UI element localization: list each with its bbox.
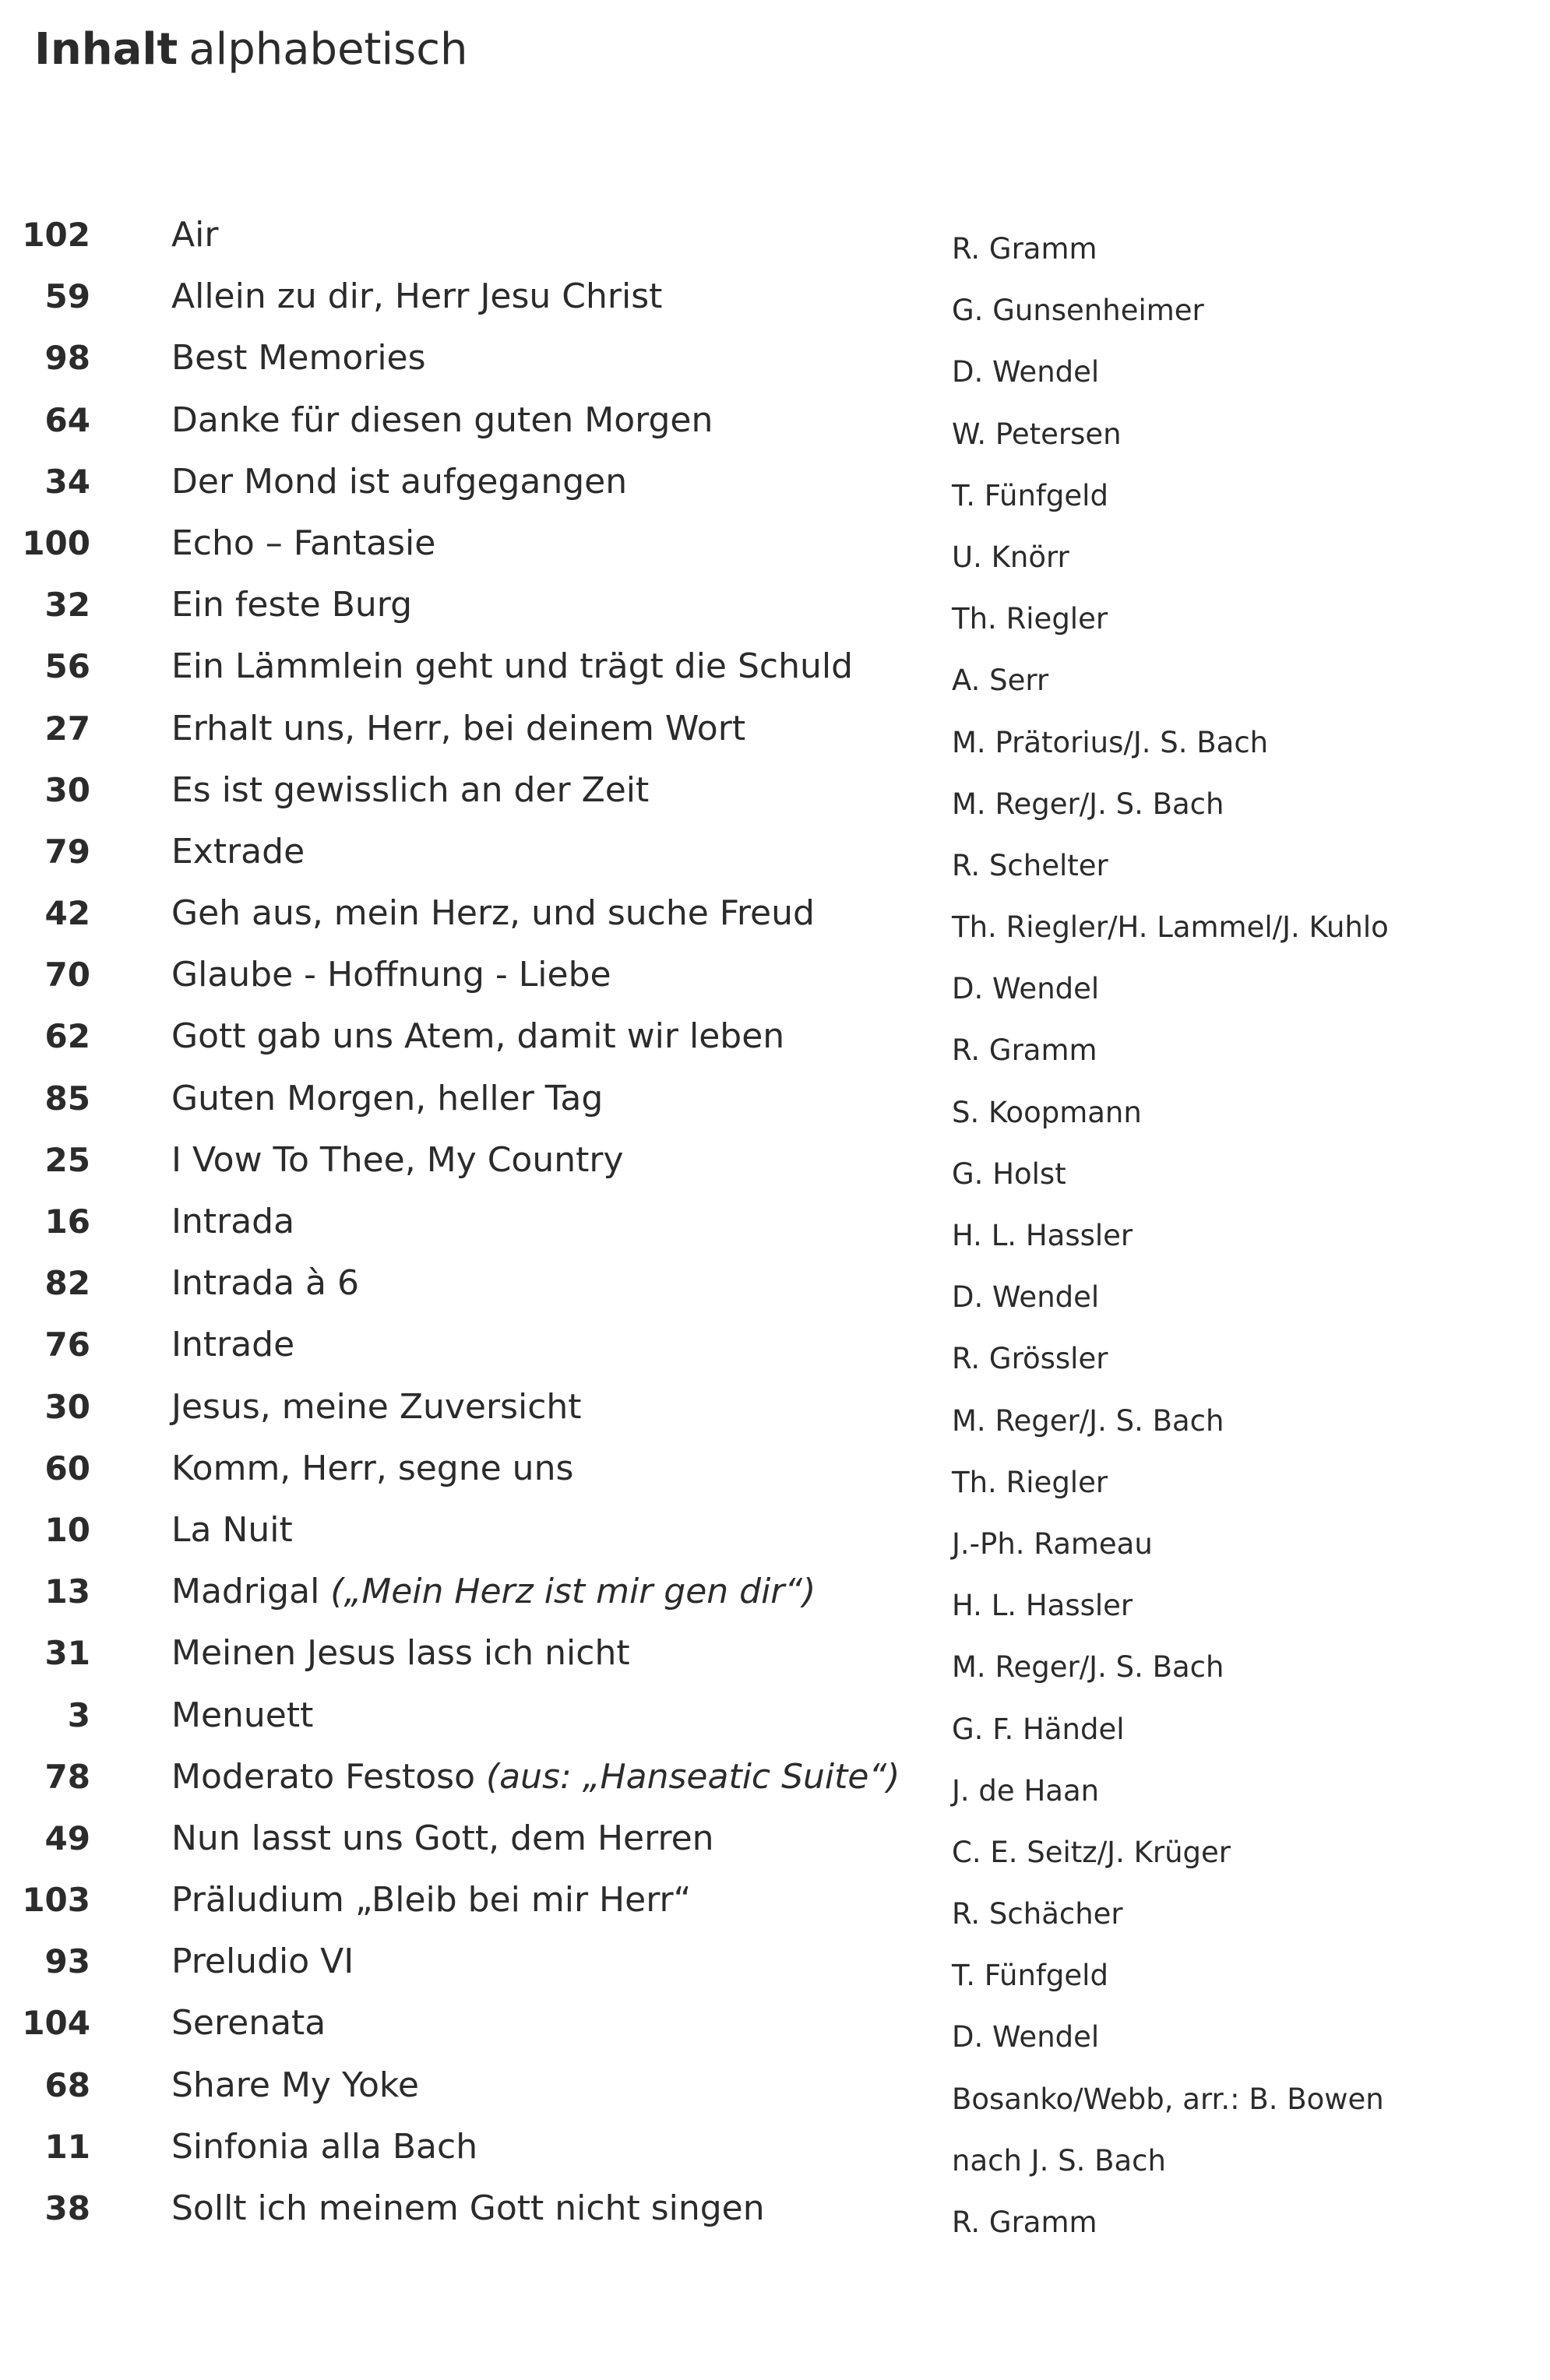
entry-title-text: Präludium „Bleib bei mir Herr“: [171, 1880, 692, 1921]
entry-page-number: 31: [44, 1634, 90, 1673]
entry-composer: Th. Riegler: [952, 602, 1108, 636]
toc-entry: [0, 580, 1550, 642]
entry-composer: R. Schächer: [952, 1897, 1123, 1931]
entry-page-number: 100: [22, 523, 90, 562]
toc-entry: [0, 1444, 1550, 1505]
entry-title: [171, 1139, 624, 1182]
entry-page-number: 60: [44, 1449, 90, 1488]
entry-title-text: Echo – Fantasie: [171, 523, 436, 563]
page-title-bold: Inhalt: [34, 24, 178, 75]
entry-title-text: Nun lasst uns Gott, dem Herren: [171, 1818, 714, 1858]
entry-title: [171, 460, 627, 504]
toc-entry: [0, 889, 1550, 950]
entry-composer: R. Gramm: [952, 2206, 1097, 2239]
toc-entry: [0, 1875, 1550, 1937]
entry-page-number: 42: [44, 894, 90, 933]
entry-title-text: Jesus, meine Zuversicht: [171, 1386, 582, 1427]
entry-page-number: 10: [44, 1510, 90, 1549]
toc-entry: [0, 1567, 1550, 1628]
toc-entry: [0, 519, 1550, 580]
entry-composer: D. Wendel: [952, 972, 1100, 1006]
entry-title: [171, 1200, 294, 1244]
entry-title-text: Guten Morgen, heller Tag: [171, 1078, 604, 1118]
entry-title: [171, 707, 745, 751]
entry-title-text: Erhalt uns, Herr, bei deinem Wort: [171, 708, 746, 748]
toc-entry: [0, 2122, 1550, 2184]
toc-entry: [0, 272, 1550, 333]
entry-title-text: Extrade: [171, 831, 305, 871]
entry-title: [171, 953, 611, 997]
toc-entry: [0, 1814, 1550, 1875]
entry-page-number: 3: [67, 1695, 90, 1734]
entry-title: [171, 2125, 477, 2169]
entry-page-number: 62: [44, 1017, 90, 1056]
entry-title: [171, 1015, 784, 1058]
toc-entry: [0, 2061, 1550, 2122]
entry-title-text: Intrada à 6: [171, 1263, 359, 1304]
entry-composer: R. Schelter: [952, 848, 1108, 882]
entry-page-number: 104: [22, 2004, 90, 2043]
toc-entry: [0, 396, 1550, 457]
entry-title-text: I Vow To Thee, My Country: [171, 1139, 624, 1180]
entry-composer: A. Serr: [952, 664, 1049, 698]
entry-composer: D. Wendel: [952, 355, 1100, 389]
entry-title-text: Serenata: [171, 2003, 326, 2044]
entry-title: [171, 1262, 359, 1305]
entry-page-number: 25: [44, 1140, 90, 1179]
entry-composer: M. Reger/J. S. Bach: [952, 787, 1224, 821]
toc-entry: [0, 1505, 1550, 1567]
entry-title-subtitle: (aus: „Hanseatic Suite“): [486, 1756, 900, 1797]
entry-page-number: 82: [44, 1264, 90, 1303]
entry-title: [171, 1509, 293, 1552]
entry-composer: T. Fünfgeld: [952, 1959, 1108, 1993]
entry-composer: S. Koopmann: [952, 1095, 1142, 1129]
toc-entry: [0, 333, 1550, 395]
entry-page-number: 30: [44, 770, 90, 809]
toc-entry: [0, 2184, 1550, 2245]
entry-composer: J. de Haan: [952, 1773, 1100, 1808]
entry-title: [171, 1077, 603, 1121]
entry-title-text: Komm, Herr, segne uns: [171, 1448, 574, 1488]
entry-page-number: 13: [44, 1572, 90, 1611]
toc-entry: [0, 1259, 1550, 1320]
entry-page-number: 38: [44, 2189, 90, 2227]
entry-page-number: 78: [44, 1757, 90, 1796]
entry-title: [171, 645, 853, 688]
entry-title-text: Der Mond ist aufgegangen: [171, 461, 628, 502]
entry-composer: M. Reger/J. S. Bach: [952, 1650, 1224, 1685]
entry-title-text: Menuett: [171, 1695, 314, 1735]
entry-composer: H. L. Hassler: [952, 1589, 1133, 1623]
page-title-light: alphabetisch: [188, 24, 468, 75]
entry-title: [171, 830, 305, 874]
entry-page-number: 11: [44, 2127, 90, 2166]
entry-composer: R. Gramm: [952, 232, 1097, 266]
entry-title: [171, 2064, 419, 2107]
entry-page-number: 16: [44, 1202, 90, 1241]
entry-title: [171, 1694, 313, 1737]
entry-title-text: Allein zu dir, Herr Jesu Christ: [171, 276, 663, 317]
entry-composer: T. Fünfgeld: [952, 478, 1108, 512]
entry-composer: M. Prätorius/J. S. Bach: [952, 725, 1269, 759]
entry-title-text: Air: [171, 215, 219, 255]
toc-entry: [0, 1937, 1550, 1998]
entry-title-text: Ein feste Burg: [171, 585, 413, 625]
entry-composer: R. Grössler: [952, 1342, 1108, 1376]
toc-entry: [0, 457, 1550, 519]
entry-composer: J.-Ph. Rameau: [952, 1526, 1153, 1561]
entry-composer: H. L. Hassler: [952, 1219, 1133, 1252]
entry-composer: U. Knörr: [952, 540, 1069, 574]
entry-page-number: 59: [44, 277, 90, 316]
toc-list: [0, 210, 1550, 2245]
entry-title: [171, 1323, 294, 1367]
entry-title-text: Es ist gewisslich an der Zeit: [171, 769, 650, 810]
entry-title: [171, 1878, 691, 1922]
entry-composer: D. Wendel: [952, 1280, 1100, 1315]
entry-title: [171, 2002, 326, 2045]
entry-title-text: Best Memories: [171, 338, 426, 378]
entry-page-number: 27: [44, 709, 90, 748]
entry-title-text: La Nuit: [171, 1509, 293, 1550]
entry-title-subtitle: („Mein Herz ist mir gen dir“): [330, 1572, 816, 1612]
entry-title-text: Intrade: [171, 1325, 295, 1365]
toc-entry: [0, 1012, 1550, 1073]
entry-title: [171, 1385, 582, 1429]
entry-page-number: 79: [44, 832, 90, 871]
entry-title-text: Intrada: [171, 1202, 295, 1241]
toc-entry: [0, 1074, 1550, 1135]
entry-page-number: 76: [44, 1326, 90, 1364]
entry-page-number: 49: [44, 1818, 90, 1857]
entry-page-number: 103: [22, 1881, 90, 1920]
entry-composer: D. Wendel: [952, 2020, 1100, 2054]
entry-title: [171, 213, 218, 257]
entry-title-text: Geh aus, mein Herz, und suche Freud: [171, 893, 815, 934]
entry-title: [171, 1817, 714, 1861]
entry-title: [171, 399, 713, 442]
entry-composer: C. E. Seitz/J. Krüger: [952, 1835, 1231, 1869]
entry-title-text: Sollt ich meinem Gott nicht singen: [171, 2188, 765, 2228]
toc-entry: [0, 827, 1550, 889]
toc-entry: [0, 950, 1550, 1012]
entry-title: [171, 1570, 816, 1614]
entry-title: [171, 336, 426, 380]
toc-entry: [0, 1135, 1550, 1197]
entry-page-number: 30: [44, 1387, 90, 1426]
entry-title-text: Share My Yoke: [171, 2065, 419, 2105]
entry-title: [171, 1940, 354, 1984]
toc-entry: [0, 1320, 1550, 1382]
entry-page-number: 64: [44, 400, 90, 439]
entry-title: [171, 1755, 900, 1799]
entry-composer: Bosanko/Webb, arr.: B. Bowen: [952, 2082, 1384, 2116]
entry-title: [171, 522, 435, 565]
toc-entry: [0, 1628, 1550, 1690]
entry-page-number: 98: [44, 339, 90, 378]
entry-page-number: 93: [44, 1942, 90, 1981]
entry-title-text: Sinfonia alla Bach: [171, 2126, 478, 2167]
entry-page-number: 102: [22, 216, 90, 254]
entry-title-text: Moderato Festoso: [171, 1756, 476, 1797]
toc-entry: [0, 1691, 1550, 1752]
entry-title: [171, 892, 815, 935]
entry-page-number: 56: [44, 647, 90, 686]
entry-title-text: Preludio VI: [171, 1942, 354, 1982]
entry-title: [171, 583, 412, 627]
entry-title: [171, 2187, 765, 2230]
toc-entry: [0, 704, 1550, 766]
entry-title-text: Glaube - Hoffnung - Liebe: [171, 955, 611, 995]
entry-title-text: Madrigal: [171, 1572, 320, 1612]
toc-entry: [0, 1998, 1550, 2060]
toc-entry: [0, 766, 1550, 827]
entry-composer: Th. Riegler: [952, 1465, 1108, 1499]
entry-composer: R. Gramm: [952, 1033, 1097, 1068]
page-title: [34, 20, 468, 79]
entry-title: [171, 1632, 630, 1675]
entry-title-text: Ein Lämmlein geht und trägt die Schuld: [171, 646, 854, 687]
entry-composer: G. Holst: [952, 1157, 1066, 1191]
entry-composer: G. F. Händel: [952, 1712, 1125, 1746]
toc-entry: [0, 642, 1550, 703]
entry-composer: nach J. S. Bach: [952, 2143, 1166, 2178]
entry-page-number: 85: [44, 1079, 90, 1118]
entry-page-number: 34: [44, 462, 90, 501]
entry-composer: W. Petersen: [952, 417, 1122, 451]
toc-entry: [0, 1752, 1550, 1814]
entry-page-number: 70: [44, 956, 90, 995]
toc-entry: [0, 1382, 1550, 1444]
entry-title: [171, 275, 662, 319]
entry-title-text: Danke für diesen guten Morgen: [171, 400, 713, 440]
toc-entry: [0, 210, 1550, 272]
entry-title-text: Meinen Jesus lass ich nicht: [171, 1633, 630, 1674]
entry-composer: Th. Riegler/H. Lammel/J. Kuhlo: [952, 910, 1389, 945]
entry-page-number: 68: [44, 2065, 90, 2104]
toc-entry: [0, 1197, 1550, 1259]
entry-page-number: 32: [44, 586, 90, 625]
entry-title: [171, 769, 649, 812]
entry-composer: G. Gunsenheimer: [952, 294, 1204, 328]
entry-title: [171, 1447, 573, 1491]
entry-composer: M. Reger/J. S. Bach: [952, 1403, 1224, 1438]
entry-title-text: Gott gab uns Atem, damit wir leben: [171, 1016, 785, 1057]
